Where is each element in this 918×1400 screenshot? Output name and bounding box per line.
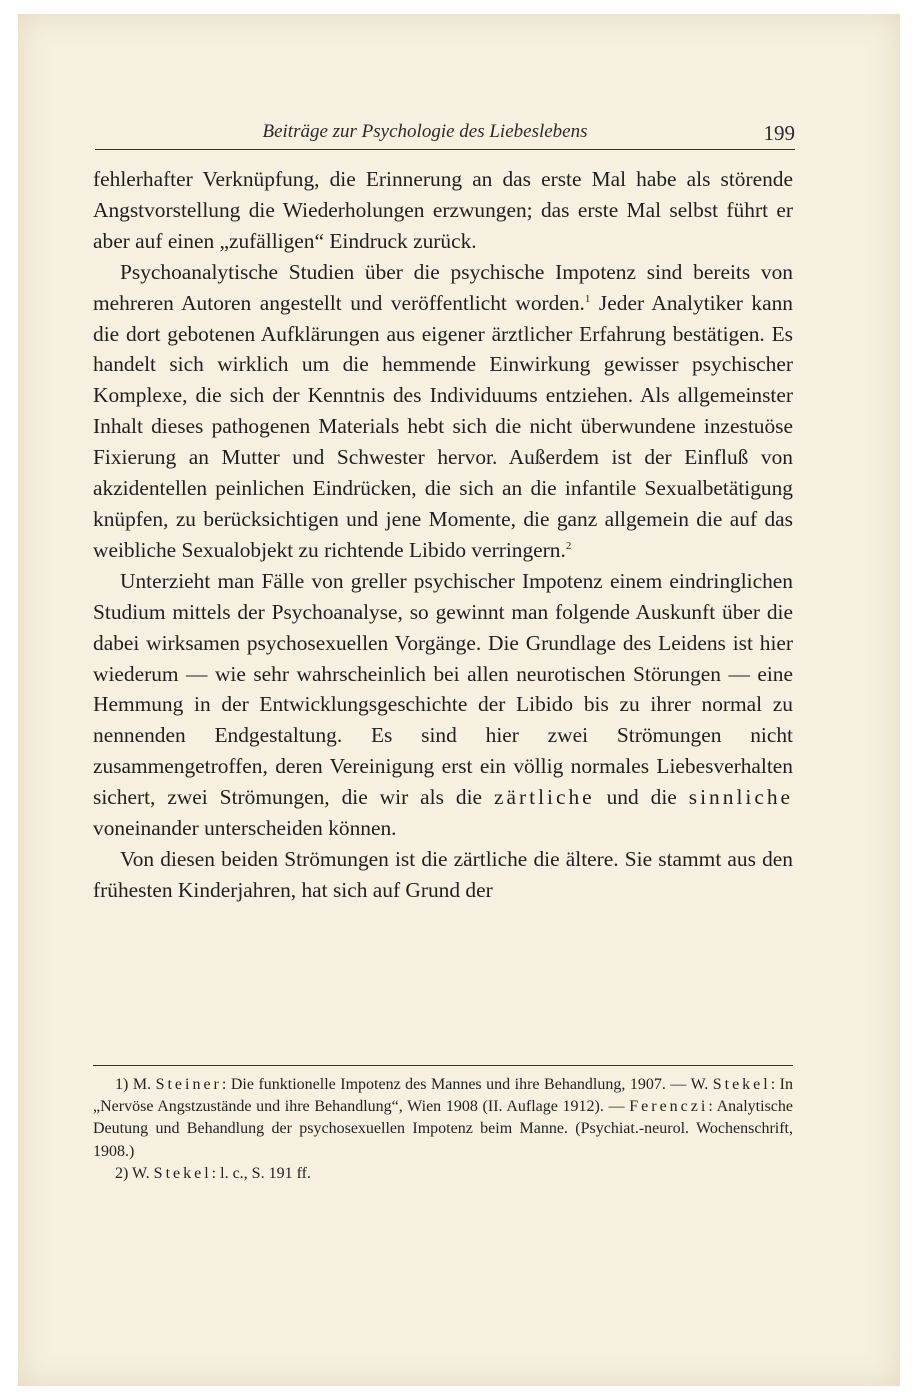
emphasis-zaertliche: zärtliche (494, 785, 595, 810)
footnote-1-author-ferenczi: Ferenczi (629, 1098, 709, 1116)
footnote-1-text-2: : In „Nervöse Angstzustände und ihre Behandlung“, Wien 1908 (II. Auflage 1912). — (93, 1076, 793, 1116)
emphasis-sinnliche: sinnliche (688, 785, 794, 810)
paragraph-3-text-a: Unterzieht man Fälle von greller psychischer Impotenz einem eindringlichen Studium mittels der Psychoanalyse, so gewinnt man folgende Auskunft über die dabei wirksamen psychosexuellen Vorgänge. Die Grundlage des Leidens ist hier wiederum — wie sehr wahrscheinlich bei allen neurotischen Störungen — eine Hemmung in der Entwicklungsgeschichte der Libido bis zu ihrer normal zu nennenden Endgestaltung. Es sind hier zwei Strömungen nicht zusammengetroffen, deren Vereinigung erst ein völlig normales Liebesverhalten sichert, zwei Strömungen, die wir als die (93, 568, 793, 810)
running-title: Beiträge zur Psychologie des Liebeslebens (262, 121, 588, 142)
paragraph-3 (93, 566, 793, 844)
footnote-1-author-stekel: Stekel (712, 1076, 771, 1093)
footnotes (93, 1074, 793, 1185)
paragraph-2-text-b: Jeder Analytiker kann die dort gebotenen Aufklärungen aus eigener ärztlicher Erfahrung bestätigen. Es handelt sich wirklich um die hemmende Einwirkung gewisser psychischer Komplexe, die sich der Kenntnis des Individuums entziehen. Als allgemeinster Inhalt dieses pathogenen Materials hebt sich die nicht überwundene inzestuöse Fixierung an Mutter und Schwester hervor. Außerdem ist der Einfluß von akzidentellen peinlichen Eindrücken, die sich an die infantile Sexualbetätigung knüpfen, zu berücksichtigen und jene Momente, die ganz allgemein die auf das weibliche Sexualobjekt zu richtende Libido verringern. (93, 290, 793, 562)
footnote-ref-2: 2 (565, 539, 572, 552)
footnote-2 (93, 1163, 793, 1185)
paragraph-3-text-b: voneinander unterscheiden können. (93, 816, 397, 841)
paragraph-2 (93, 257, 793, 566)
footnote-1 (93, 1074, 793, 1163)
footnote-divider (93, 1065, 793, 1066)
paragraph-3-text-mid: und die (594, 785, 689, 810)
footnote-1-author-steiner: Steiner (155, 1076, 222, 1093)
paragraph-2-text-a: Psychoanalytische Studien über die psychische Impotenz sind bereits von mehreren Autoren angestellt und veröffentlicht worden. (93, 259, 793, 315)
footnote-1-number: 1) M. (115, 1076, 156, 1093)
paragraph-4-text: Von diesen beiden Strömungen ist die zärtliche die ältere. Sie stammt aus den frühesten Kinderjahren, hat sich auf Grund der (93, 846, 793, 902)
footnote-2-number: 2) W. (115, 1164, 154, 1182)
footnote-1-text-1: : Die funktionelle Impotenz des Mannes und ihre Behandlung, 1907. — W. (221, 1076, 713, 1093)
page-number: 199 (763, 121, 795, 145)
footnote-1-text-3: : Analytische Deutung und Behandlung der psychosexuellen Impotenz beim Manne. (Psychiat.-neurol. Wochenschrift, 1908.) (93, 1098, 793, 1160)
footnote-2-text: : l. c., S. 191 ff. (211, 1164, 311, 1182)
footnote-ref-1: 1 (584, 292, 591, 305)
main-text (93, 164, 793, 906)
paragraph-1-text: fehlerhafter Verknüpfung, die Erinnerung an das erste Mal habe als störende Angstvorstellung die Wiederholungen erzwungen; das erste Mal selbst führt er aber auf einen „zufälligen“ Eindruck zurück. (93, 167, 793, 253)
paragraph-1 (93, 164, 793, 257)
footnote-2-author-stekel: Stekel (153, 1164, 212, 1182)
running-header (95, 121, 795, 150)
paragraph-4 (93, 844, 793, 906)
